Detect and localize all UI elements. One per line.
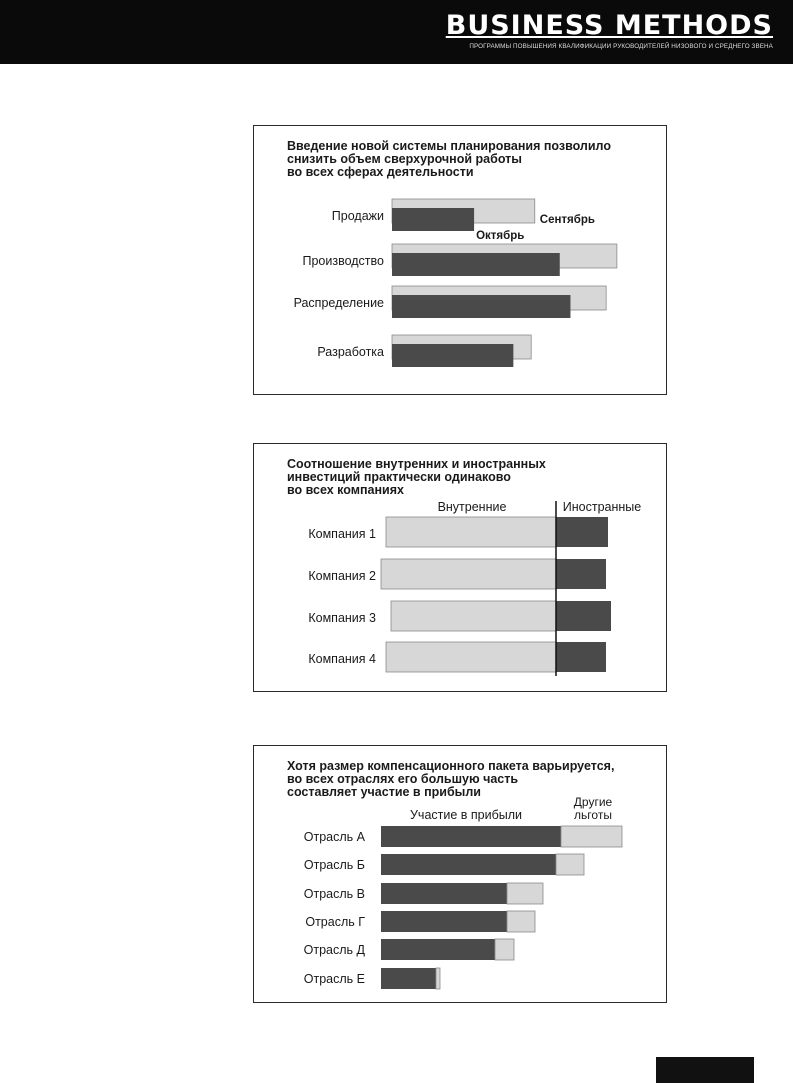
bar-profit: [381, 826, 561, 847]
legend-label-september: Сентябрь: [539, 214, 595, 226]
category-label: Компания 1: [308, 527, 376, 541]
chart-title-line: инвестиций практически одинаково: [287, 470, 511, 484]
bar-foreign: [556, 642, 606, 672]
bar-profit: [381, 854, 556, 875]
chart-title-line: составляет участие в прибыли: [287, 785, 481, 799]
bar-internal: [386, 642, 556, 672]
brand-subtitle: ПРОГРАММЫ ПОВЫШЕНИЯ КВАЛИФИКАЦИИ РУКОВОДИТЕЛЕЙ НИЗОВОГО И СРЕДНЕГО ЗВЕНА: [469, 43, 773, 50]
bar-profit: [381, 939, 495, 960]
page-number-tab: [656, 1057, 754, 1083]
chart-compensation: [254, 746, 668, 1004]
column-label-internal: Внутренние: [437, 500, 507, 514]
category-label: Отрасль Г: [305, 915, 365, 929]
chart-investments: [254, 444, 668, 693]
bar-foreign: [556, 517, 608, 547]
chart-title-line: Соотношение внутренних и иностранных: [287, 457, 546, 471]
bar-profit: [381, 968, 436, 989]
bar-october: [392, 295, 570, 318]
category-label: Продажи: [331, 209, 384, 223]
bar-foreign: [556, 601, 611, 631]
chart-title-line: снизить объем сверхурочной работы: [287, 152, 522, 166]
bar-internal: [391, 601, 556, 631]
chart-title-line: во всех сферах деятельности: [287, 165, 474, 179]
category-label: Отрасль А: [303, 830, 365, 844]
bar-other: [507, 911, 535, 932]
category-label: Разработка: [317, 345, 384, 359]
column-label-other: льготы: [574, 808, 612, 822]
header-bar: [0, 0, 793, 64]
category-label: Отрасль Д: [303, 943, 365, 957]
column-label-foreign: Иностранные: [562, 500, 642, 514]
brand-title: BUSINESS METHODS: [445, 10, 773, 41]
bar-internal: [386, 517, 556, 547]
chart-panel-investments: [253, 443, 667, 692]
bar-internal: [381, 559, 556, 589]
bar-october: [392, 344, 513, 367]
brand-logo: [446, 12, 773, 50]
chart-title-line: Хотя размер компенсационного пакета варьируется,: [287, 759, 615, 773]
bar-profit: [381, 883, 507, 904]
column-label-profit: Участие в прибыли: [409, 808, 523, 822]
column-label-other: Другие: [573, 795, 613, 809]
category-label: Компания 2: [308, 569, 376, 583]
bar-other: [495, 939, 514, 960]
bar-october: [392, 208, 474, 231]
category-label: Компания 4: [308, 652, 376, 666]
chart-title-line: Введение новой системы планирования позволило: [287, 139, 611, 153]
bar-october: [392, 253, 560, 276]
chart-panel-compensation: [253, 745, 667, 1003]
category-label: Отрасль В: [303, 887, 365, 901]
category-label: Компания 3: [308, 611, 376, 625]
bar-other: [556, 854, 584, 875]
chart-panel-planning: [253, 125, 667, 395]
category-label: Отрасль Б: [303, 858, 365, 872]
category-label: Отрасль Е: [303, 972, 365, 986]
category-label: Производство: [302, 254, 384, 268]
bar-profit: [381, 911, 507, 932]
bar-other: [507, 883, 543, 904]
bar-other: [436, 968, 440, 989]
category-label: Распределение: [293, 296, 384, 310]
chart-title-line: во всех отраслях его большую часть: [287, 772, 519, 786]
chart-planning: [254, 126, 668, 396]
bar-other: [561, 826, 622, 847]
bar-foreign: [556, 559, 606, 589]
chart-title-line: во всех компаниях: [287, 483, 404, 497]
legend-label-october: Октябрь: [476, 230, 525, 242]
